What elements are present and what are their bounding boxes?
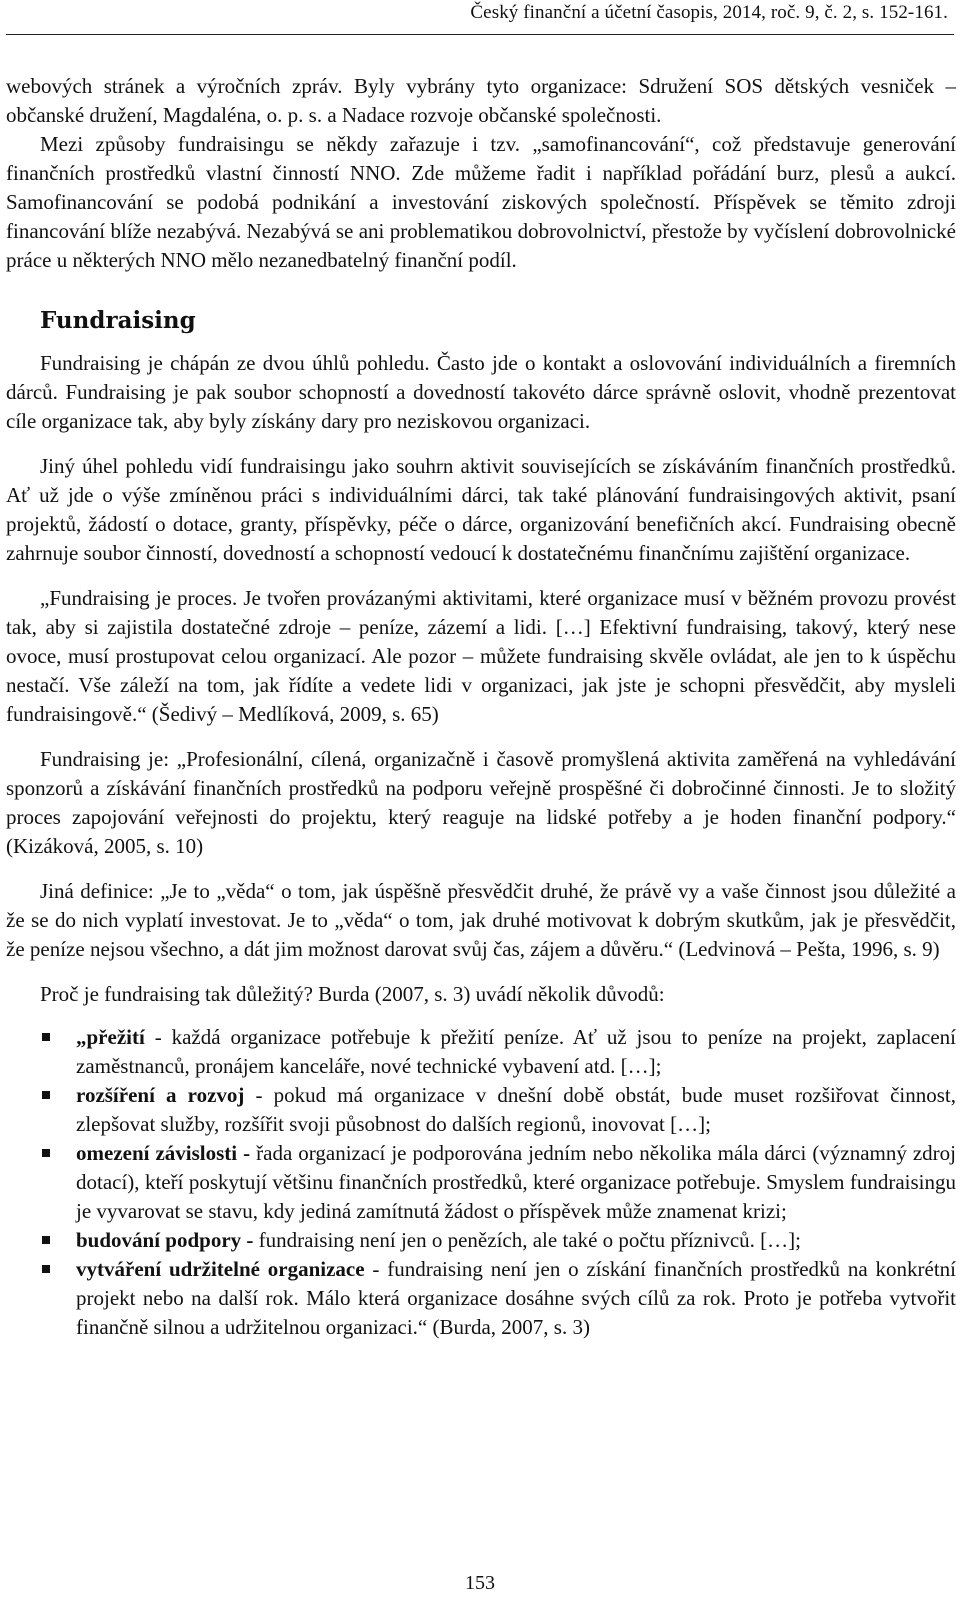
list-item bbox=[6, 1226, 956, 1255]
reason-term: rozšíření a rozvoj bbox=[76, 1083, 245, 1107]
paragraph-other-view: Jiný úhel pohledu vidí fundraisingu jako souhrn aktivit souvisejících se získáváním finančních prostředků. Ať už jde o výše zmíněnou práci s individuálními dárci, tak také plánování fundraisingových aktivit, psaní projektů, žádostí o dotace, granty, příspěvky, péče o dárce, organizování benefičních akcí. Fundraising obecně zahrnuje soubor činností, dovedností a schopností vedoucí k dostatečnému finančnímu zajištění organizace. bbox=[6, 454, 956, 565]
paragraph-definition-kizakova: Fundraising je: „Profesionální, cílená, organizačně i časově promyšlená aktivita zaměřená na vyhledávání sponzorů a získávání finančních prostředků na podporu veřejně prospěšné či dobročinné činnosti. Je to složitý proces zapojování veřejnosti do projektu, který reaguje na lidské potřeby a je hoden finanční podpory.“ (Kizáková, 2005, s. 10) bbox=[6, 747, 956, 858]
square-bullet-icon bbox=[42, 1149, 50, 1157]
square-bullet-icon bbox=[42, 1033, 50, 1041]
reason-term: omezení závislosti - bbox=[76, 1141, 251, 1165]
reason-text: - každá organizace potřebuje k přežití peníze. Ať už jsou to peníze na projekt, zaplacení zaměstnanců, pronájem kanceláře, nové technické vybavení atd. […]; bbox=[76, 1025, 956, 1078]
square-bullet-icon bbox=[42, 1236, 50, 1244]
header-rule bbox=[6, 34, 954, 35]
square-bullet-icon bbox=[42, 1265, 50, 1273]
list-item bbox=[6, 1081, 956, 1139]
paragraph-continuation: webových stránek a výročních zpráv. Byly vybrány tyto organizace: Sdružení SOS dětských vesniček – občanské družení, Magdaléna, o. p. s. a Nadace rozvoje občanské společnosti. bbox=[6, 74, 956, 127]
article-body bbox=[6, 72, 956, 1342]
paragraph-quote-process: „Fundraising je proces. Je tvořen provázanými aktivitami, které organizace musí v běžném provozu provést tak, aby si zajistila dostatečné zdroje – peníze, zázemí a lidi. […] Efektivní fundraising, takový, který nese ovoce, musí prostupovat celou organizací. Ale pozor – můžete fundraising skvěle ovládat, ale jen to k úspěchu nestačí. Vše záleží na tom, jak řídíte a vedete lidi v organizaci, jak jste je schopni přesvědčit, aby mysleli fundraisingově.“ (Šedivý – Medlíková, 2009, s. 65) bbox=[6, 586, 956, 726]
square-bullet-icon bbox=[42, 1091, 50, 1099]
paragraph-why-important: Proč je fundraising tak důležitý? Burda (2007, s. 3) uvádí několik důvodů: bbox=[40, 982, 665, 1006]
reasons-list bbox=[6, 1023, 956, 1342]
paragraph-self-financing: Mezi způsoby fundraisingu se někdy zařazuje i tzv. „samofinancování“, což představuje generování finančních prostředků vlastní činností NNO. Zde můžeme řadit i například pořádání burz, plesů a aukcí. Samofinancování se podobá podnikání a investování ziskových společností. Příspěvek se těmito zdroji financování blíže nezabývá. Nezabývá se ani problematikou dobrovolnictví, přestože by vyčíslení dobrovolnické práce u některých NNO mělo nezanedbatelný finanční podíl. bbox=[6, 132, 956, 272]
paragraph-two-views: Fundraising je chápán ze dvou úhlů pohledu. Často jde o kontakt a oslovování individuálních a firemních dárců. Fundraising je pak soubor schopností a dovedností takovéto dárce správně oslovit, vhodně prezentovat cíle organizace tak, aby byly získány dary pro neziskovou organizaci. bbox=[6, 351, 956, 433]
reason-term: budování podpory - bbox=[76, 1228, 254, 1252]
paragraph-definition-ledvinova: Jiná definice: „Je to „věda“ o tom, jak úspěšně přesvědčit druhé, že právě vy a vaše činnost jsou důležité a že se do nich vyplatí investovat. Je to „věda“ o tom, jak druhé motivovat k dobrým skutkům, jak je přesvědčit, že peníze nejsou všechno, a dát jim možnost darovat svůj čas, zájem a důvěru.“ (Ledvinová – Pešta, 1996, s. 9) bbox=[6, 879, 956, 961]
reason-text: - fundraising není jen o získání finančních prostředků na konkrétní projekt nebo na další rok. Málo která organizace dosáhne svých cílů za rok. Proto je potřeba vytvořit finančně silnou a udržitelnou organizaci.“ (Burda, 2007, s. 3) bbox=[76, 1257, 956, 1339]
reason-term: „přežití bbox=[76, 1025, 145, 1049]
reason-text: fundraising není jen o penězích, ale také o počtu příznivců. […]; bbox=[253, 1228, 801, 1252]
list-item bbox=[6, 1255, 956, 1342]
reason-text: řada organizací je podporována jedním nebo několika mála dárci (významný zdroj dotací), kteří poskytují většinu finančních prostředků, které organizace potřebuje. Smyslem fundraisingu je vyvarovat se stavu, kdy jediná zamítnutá žádost o příspěvek může znamenat krizi; bbox=[76, 1141, 957, 1223]
list-item bbox=[6, 1023, 956, 1081]
page-number: 153 bbox=[465, 1572, 495, 1594]
list-item bbox=[6, 1139, 956, 1226]
running-header: Český finanční a účetní časopis, 2014, roč. 9, č. 2, s. 152-161. bbox=[470, 2, 948, 23]
reason-text: - pokud má organizace v dnešní době obstát, bude muset rozšiřovat činnost, zlepšovat služby, rozšířit svoji působnost do dalších regionů, inovovat […]; bbox=[76, 1083, 956, 1136]
reason-term: vytváření udržitelné organizace bbox=[76, 1257, 365, 1281]
section-heading: Fundraising bbox=[40, 307, 196, 334]
